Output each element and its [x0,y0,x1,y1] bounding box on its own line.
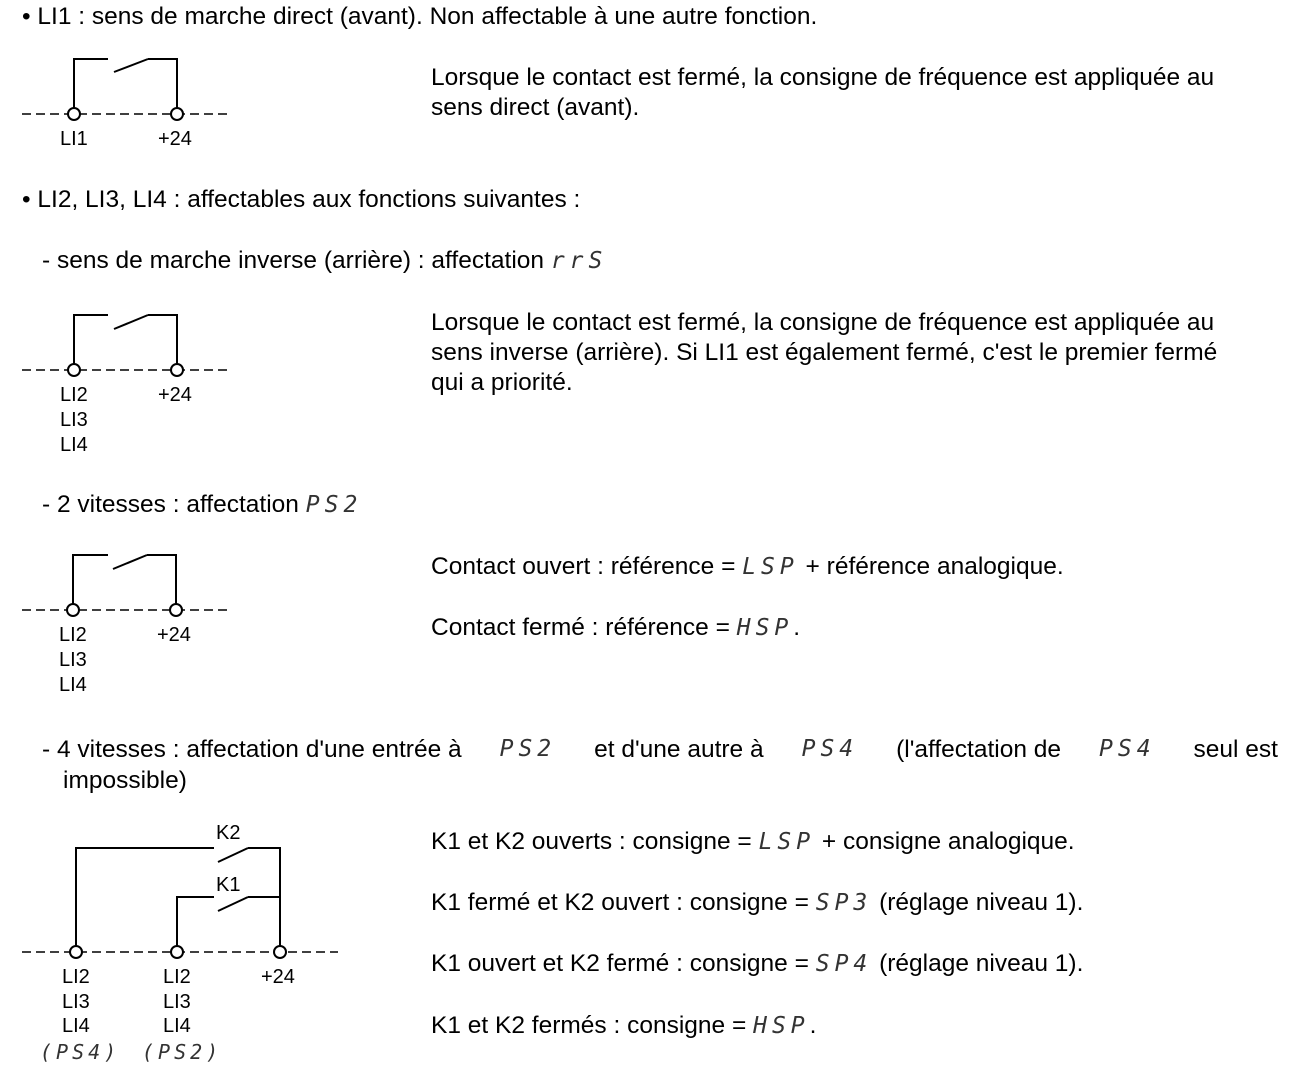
terminal-label-li1: LI1 [60,128,88,150]
ps2-open-text: Contact ouvert : référence = [431,553,736,580]
rrs-description-line2: sens inverse (arrière). Si LI1 est également fermé, c'est le premier fermé [431,339,1218,366]
ps2-open-code: LSP [742,554,799,580]
ps4-line4-code: HSP [753,1013,810,1039]
terminal-label-li4: LI4 [60,434,88,456]
rrs-heading [42,245,607,277]
ps2-open-line [431,551,1064,583]
terminal-label-li4: LI4 [163,1015,191,1037]
ps2-closed-line [431,612,800,644]
ps4-heading [42,734,1278,765]
contact-diagram-rrs [22,315,232,376]
ps2-closed-code: HSP [736,615,794,641]
terminal-label-plus24: +24 [157,624,191,646]
ps2-closed-suffix: . [793,614,801,641]
terminal-label-li4: LI4 [59,674,87,696]
li1-description-line2: sens direct (avant). [431,94,640,121]
ps4-line3-text: K1 ouvert et K2 fermé : consigne = [431,950,809,977]
ps4-heading-part-c: (l'affectation de [896,736,1062,763]
contact-label-k1: K1 [216,874,241,896]
terminal-label-li2: LI2 [62,966,90,988]
li1-bullet: • LI1 : sens de marche direct (avant). Non affectable à une autre fonction. [22,3,818,30]
terminal-label-li3: LI3 [62,991,90,1013]
terminal-label-li4: LI4 [62,1015,90,1037]
ps4-line1-text: K1 et K2 ouverts : consigne = [431,828,752,855]
terminal-code-ps2: (PS2) [142,1040,223,1064]
contact-diagram-li1 [22,59,232,120]
terminal-label-plus24: +24 [158,384,192,406]
terminal-label-li3: LI3 [60,409,88,431]
ps2-heading [42,489,362,521]
li234-bullet: • LI2, LI3, LI4 : affectables aux fonctions suivantes : [22,186,581,213]
ps4-line3-suffix: (réglage niveau 1). [879,950,1084,977]
ps4-heading-code-b: PS4 [801,736,859,762]
terminal-label-li3: LI3 [59,649,87,671]
rrs-heading-text: - sens de marche inverse (arrière) : affectation [42,247,545,274]
ps4-heading-line2: impossible) [63,767,187,794]
ps4-heading-code-a: PS2 [499,736,557,762]
ps4-line4-suffix: . [809,1012,817,1039]
ps4-line2-suffix: (réglage niveau 1). [879,889,1084,916]
ps4-line1-suffix: + consigne analogique. [821,828,1075,855]
ps4-line3-code: SP4 [815,951,873,977]
ps4-line-2 [431,887,1083,919]
ps4-line-4 [431,1010,816,1042]
terminal-label-plus24: +24 [158,128,192,150]
ps4-line4-text: K1 et K2 fermés : consigne = [431,1012,747,1039]
ps4-heading-part-a: - 4 vitesses : affectation d'une entrée à [42,736,462,763]
terminal-label-plus24: +24 [261,966,295,988]
ps4-line-1 [431,826,1075,858]
terminal-code-ps4: (PS4) [40,1040,121,1064]
ps4-line2-text: K1 fermé et K2 ouvert : consigne = [431,889,809,916]
ps4-heading-part-d: seul est [1193,736,1278,763]
ps4-line-3 [431,948,1083,980]
terminal-label-li2: LI2 [59,624,87,646]
rrs-description-line3: qui a priorité. [431,369,573,396]
ps4-heading-part-b: et d'une autre à [594,736,764,763]
contact-diagram-ps2 [22,555,232,616]
ps4-heading-code-c: PS4 [1099,736,1156,762]
terminal-label-li3: LI3 [163,991,191,1013]
li1-description-line1: Lorsque le contact est fermé, la consigne de fréquence est appliquée au [431,64,1215,91]
ps2-open-suffix: + référence analogique. [805,553,1064,580]
ps2-closed-text: Contact fermé : référence = [431,614,730,641]
rrs-description-line1: Lorsque le contact est fermé, la consigne de fréquence est appliquée au [431,309,1215,336]
contact-diagram-ps4 [22,848,338,958]
contact-label-k2: K2 [216,822,241,844]
rrs-code: rrS [550,248,608,274]
terminal-label-li2: LI2 [60,384,88,406]
ps2-heading-text: - 2 vitesses : affectation [42,491,299,518]
ps4-line2-code: SP3 [815,890,873,916]
ps4-line1-code: LSP [758,829,816,855]
terminal-label-li2: LI2 [163,966,191,988]
ps2-code: PS2 [305,492,363,518]
